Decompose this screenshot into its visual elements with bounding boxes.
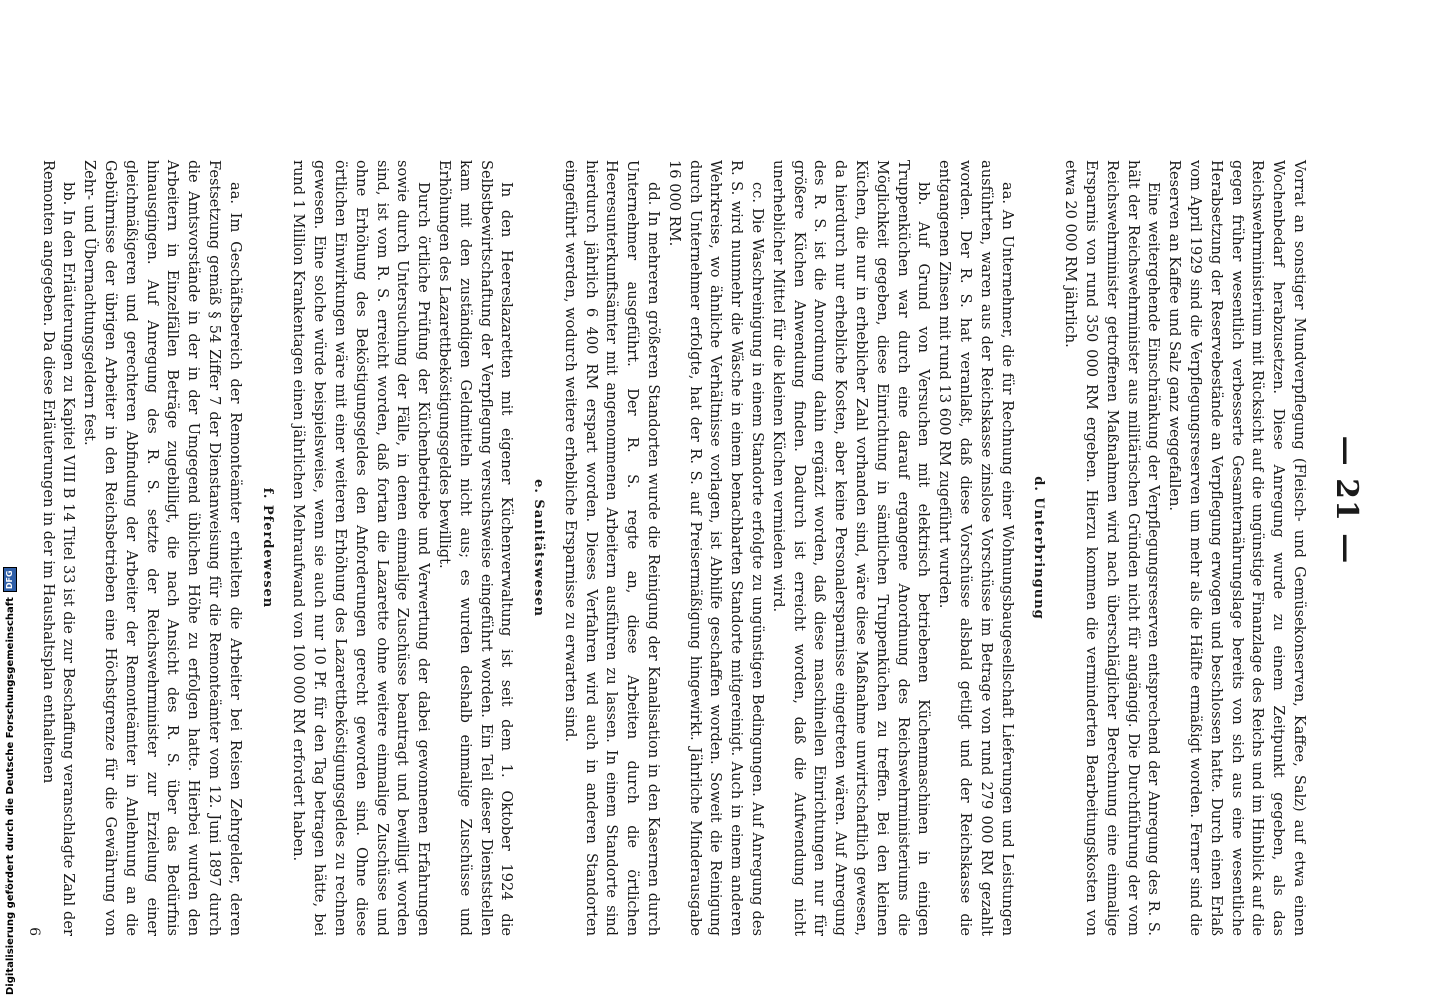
paragraph: aa. An Unternehmer, die für Rechnung einer Wohnungsbaugesellschaft Lieferungen und Leistungen ausführten, waren aus der Reichskasse zinslose Vorschüsse im Betrage von rund 279 000 RM gezahlt worden. Der R. S. hat veranlaßt, daß diese Vorschüsse alsbald getilgt und der Reichskasse die entgangenen Zinsen mit rund 13 600 RM zugeführt wurden. bbox=[936, 160, 1016, 936]
section-heading-unterbringung: d. Unterbringung bbox=[1031, 476, 1047, 620]
dfg-logo-icon: DFG bbox=[3, 567, 17, 592]
sheet-signature: 6 bbox=[26, 927, 42, 936]
paragraph: aa. Im Geschäftsbereich der Remonteämter erhielten die Arbeiter bei Reisen Zehrgelder, deren Festsetzung gemäß § 54 Ziffer 7 der Dienstanweisung für die Remonteämter vom 12. Juni 1897 durch die Amtsvorstände in der in der Umgegend üblichen Höhe zu erfolgen hatte. Hierbei wurden den Arbeitern in Einzelfällen Beträge zugebilligt, die nach Ansicht des R. S. über das Bedürfnis hinausgingen. Auf Anregung des R. S. setzte der Reichswehrminister zur Erzielung einer gleichmäßigeren und gerechteren Abfindung der Arbeiter der Remonteämter in Anlehnung an die Gebührnisse der übrigen Arbeiter in den Reichsbetrieben eine Höchstgrenze für die Gewährung von Zehr- und Übernachtungsgeldern fest. bbox=[81, 160, 244, 936]
paragraph: cc. Die Waschreinigung in einem Standorte erfolgte zu ungünstigen Bedingungen. Auf Anregung des R. S. wird nunmehr die Wäsche in einem benachbarten Standorte mitgereinigt. Auch in einem anderen Wehrkreise, wo ähnliche Verhältnisse vorlagen, ist Abhilfe geschaffen worden. Soweit die Reinigung durch Unternehmer erfolgte, hat der R. S. auf Preisermäßigung hingewirkt. Jährliche Minderausgabe 16 000 RM. bbox=[665, 160, 767, 936]
digitization-footer bbox=[0, 0, 20, 1000]
paragraph: dd. In mehreren größeren Standorten wurde die Reinigung der Kanalisation in den Kasernen durch Unternehmer ausgeführt. Der R. S. regte an, diese Arbeiten durch die örtlichen Heeresunterkunftsämter mit angenommenen Arbeitern ausführen zu lassen. In einem Standorte sind hierdurch jährlich 6 400 RM erspart worden. Dieses Verfahren wird auch in anderen Standorten eingeführt werden, wodurch weitere erhebliche Ersparnisse zu erwarten sind. bbox=[561, 160, 663, 936]
digitization-credit: Digitalisierung gefördert durch die Deutsche Forschungsgemeinschaft bbox=[4, 597, 16, 995]
paragraph: Durch örtliche Prüfung der Küchenbetriebe und Verwertung der dabei gewonnenen Erfahrungen sowie durch Untersuchung der Fälle, in denen einmalige Zuschüsse beantragt und bewilligt worden sind, ist vom R. S. erreicht worden, daß fortan die Lazarette ohne weitere einmalige Zuschüsse und ohne Erhöhung des Beköstigungsgeldes den Anforderungen gerecht geworden sind. Ohne diese örtlichen Einwirkungen wäre mit einer weiteren Erhöhung des Lazarettbeköstigungsgeldes zu rechnen gewesen. Eine solche würde beispielsweise, wenn sie auch nur 10 Pf. für den Tag betragen hätte, bei rund 1 Million Krankentagen einen jährlichen Mehraufwand von 100 000 RM erfordert haben. bbox=[290, 160, 433, 936]
paragraph: Eine weitergehende Einschränkung der Verpflegungsreserven entsprechend der Anregung des R. S. hält der Reichswehrminister aus militärischen Gründen nicht für angängig. Die Durchführung der vom Reichswehrminister getroffenen Maßnahmen wird nach überschläglicher Berechnung eine einmalige Ersparnis von rund 350 000 RM ergeben. Hierzu kommen die verminderten Bearbeitungskosten von etwa 20 000 RM jährlich. bbox=[1062, 160, 1163, 936]
document-body bbox=[37, 160, 1309, 936]
section-heading-sanitaetswesen: e. Sanitätswesen bbox=[531, 479, 547, 617]
paragraph: bb. In den Erläuterungen zu Kapitel VIII B 14 Titel 33 ist die zur Beschaffung veranschlagte Zahl der Remonten angegeben. Da diese Erläuterungen in der im Haushaltsplan enthaltenen bbox=[39, 160, 78, 936]
paragraph: bb. Auf Grund von Versuchen mit elektrisch betriebenen Küchenmaschinen in einigen Truppenküchen war durch eine darauf ergangene Anordnung des Reichswehrministeriums die Möglichkeit gegeben, diese Einrichtung in sämtlichen Truppenküchen zu treffen. Bei den kleinen Küchen, die nur in erheblicher Zahl vorhanden sind, wäre diese Maßnahme unwirtschaftlich gewesen, da hierdurch nur erhebliche Kosten, aber keine Personalersparnisse eingetreten wären. Auf Anregung des R. S. ist die Anordnung dahin ergänzt worden, daß diese maschinellen Einrichtungen nur für größere Küchen Anwendung finden. Dadurch ist erreicht worden, daß die Aufwendung nicht unerheblicher Mittel für die kleinen Küchen vermieden wird. bbox=[769, 160, 933, 936]
section-heading-pferdewesen: f. Pferdewesen bbox=[259, 487, 275, 609]
page-number: — 21 — bbox=[1329, 435, 1364, 565]
paragraph: In den Heereslazaretten mit eigener Küchenverwaltung ist seit dem 1. Oktober 1924 die Selbstbewirtschaftung der Verpflegung versuchsweise eingeführt worden. Ein Teil dieser Dienststellen kam mit den zuständigen Geldmitteln nicht aus; es wurden deshalb einmalige Zuschüsse und Erhöhungen des Lazarettbeköstigungsgeldes bewilligt. bbox=[435, 160, 516, 936]
paragraph: Vorrat an sonstiger Mundverpflegung (Fleisch- und Gemüsekonserven, Kaffee, Salz) auf etwa einen Wochenbedarf herabzusetzen. Diese Anregung wurde zu einem Zeitpunkt gegeben, als das Reichswehrministerium mit Rücksicht auf die ungünstige Finanzlage des Reichs und im Hinblick auf die gegen früher wesentlich verbesserte Gesamternährungslage bereits von sich aus eine wesentliche Herabsetzung der Reservebestände an Verpflegung erwogen und beschlossen hatte. Durch einen Erlaß vom April 1929 sind die Verpflegungsreserven um mehr als die Hälfte ermäßigt worden. Ferner sind die Reserven an Kaffee und Salz ganz weggefallen. bbox=[1166, 160, 1308, 936]
